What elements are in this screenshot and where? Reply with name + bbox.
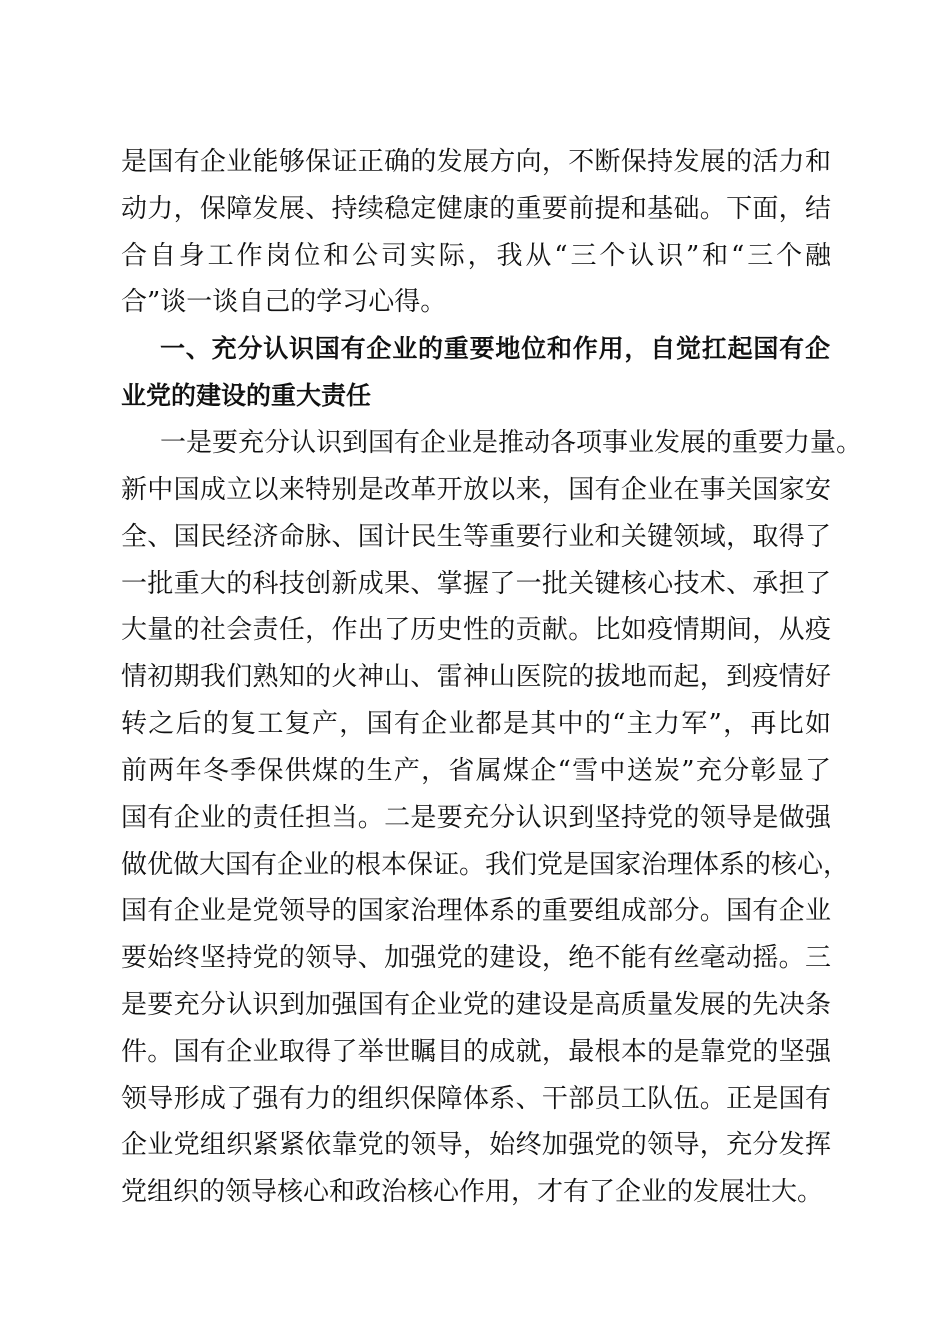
intro-line-4: 合”谈一谈自己的学习心得。 — [121, 287, 447, 317]
body-line-1: 一是要充分认识到国有企业是推动各项事业发展的重要力量。 — [160, 428, 863, 458]
body-line-8: 前两年冬季保供煤的生产，省属煤企“雪中送炭”充分彰显了 — [121, 756, 831, 786]
intro-line-2: 动力，保障发展、持续稳定健康的重要前提和基础。下面，结 — [121, 194, 831, 224]
body-line-17: 党组织的领导核心和政治核心作用，才有了企业的发展壮大。 — [121, 1177, 824, 1207]
body-line-14: 件。国有企业取得了举世瞩目的成就，最根本的是靠党的坚强 — [121, 1037, 831, 1067]
body-line-16: 企业党组织紧紧依靠党的领导，始终加强党的领导，充分发挥 — [121, 1130, 831, 1160]
body-line-4: 一批重大的科技创新成果、掌握了一批关键核心技术、承担了 — [121, 569, 831, 599]
body-line-12: 要始终坚持党的领导、加强党的建设，绝不能有丝毫动摇。三 — [121, 943, 831, 973]
intro-line-3: 合自身工作岗位和公司实际，我从“三个认识”和“三个融 — [121, 241, 831, 271]
body-line-3: 全、国民经济命脉、国计民生等重要行业和关键领域，取得了 — [121, 522, 831, 552]
body-line-9: 国有企业的责任担当。二是要充分认识到坚持党的领导是做强 — [121, 803, 831, 833]
body-line-6: 情初期我们熟知的火神山、雷神山医院的拔地而起，到疫情好 — [121, 662, 831, 692]
body-line-10: 做优做大国有企业的根本保证。我们党是国家治理体系的核心， — [121, 850, 850, 880]
body-line-15: 领导形成了强有力的组织保障体系、干部员工队伍。正是国有 — [121, 1084, 831, 1114]
section-heading-line-2: 业党的建设的重大责任 — [121, 381, 372, 410]
body-line-13: 是要充分认识到加强国有企业党的建设是高质量发展的先决条 — [121, 990, 831, 1020]
intro-line-1: 是国有企业能够保证正确的发展方向，不断保持发展的活力和 — [121, 147, 831, 177]
body-line-11: 国有企业是党领导的国家治理体系的重要组成部分。国有企业 — [121, 896, 831, 926]
body-line-7: 转之后的复工复产，国有企业都是其中的“主力军”，再比如 — [121, 709, 831, 739]
section-heading-line-1: 一、充分认识国有企业的重要地位和作用，自觉扛起国有企 — [160, 334, 830, 363]
body-line-2: 新中国成立以来特别是改革开放以来，国有企业在事关国家安 — [121, 475, 831, 505]
body-line-5: 大量的社会责任，作出了历史性的贡献。比如疫情期间，从疫 — [121, 615, 831, 645]
